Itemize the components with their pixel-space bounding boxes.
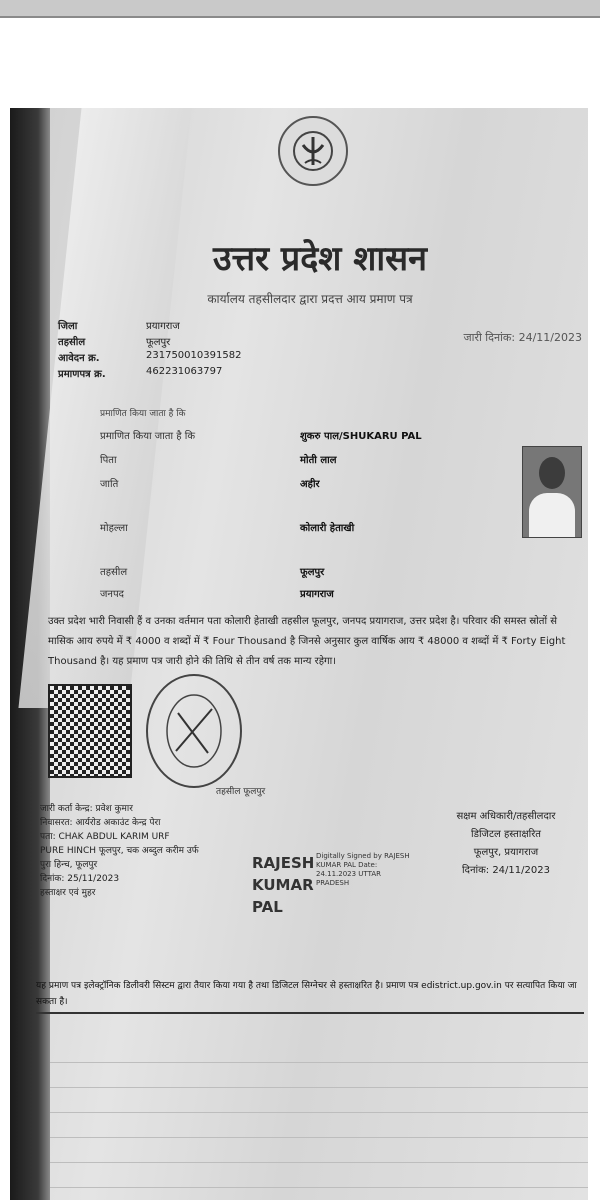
meta-row — [58, 318, 180, 332]
authority-line: फूलपुर, प्रयागराज — [473, 847, 539, 858]
meta-label: प्रमाणपत्र क्र. — [58, 369, 106, 380]
meta-value: प्रयागराज — [146, 321, 180, 332]
document-subtitle: कार्यालय तहसीलदार द्वारा प्रदत्त आय प्रमाण पत्र — [207, 292, 413, 306]
signer-name — [252, 852, 314, 918]
field-label: जाति — [100, 479, 119, 490]
address-line: पता: CHAK ABDUL KARIM URF — [40, 832, 170, 842]
field-value: प्रयागराज — [300, 589, 334, 600]
intro-text: प्रमाणित किया जाता है कि — [100, 409, 186, 419]
field-row — [100, 520, 354, 534]
address-line: जारी कर्ता केन्द्र: प्रवेश कुमार — [40, 804, 133, 814]
up-government-emblem-icon — [278, 116, 348, 186]
field-value: कोलारी हेताखी — [300, 523, 355, 534]
field-row — [100, 586, 334, 600]
ruled-lines — [50, 1038, 588, 1188]
seal-caption: तहसील फूलपुर — [216, 787, 266, 797]
meta-row — [58, 366, 222, 380]
address-line: निवासरत: आर्यरोड अकाउंट केन्द्र पेरा — [40, 818, 161, 828]
field-value: मोती लाल — [300, 455, 337, 466]
meta-row — [58, 350, 241, 364]
issuing-center-block — [40, 802, 240, 900]
meta-label: जिला — [58, 321, 78, 332]
meta-value: 462231063797 — [146, 366, 223, 377]
document-title: उत्तर प्रदेश शासन — [212, 239, 427, 279]
verification-footer: यह प्रमाण पत्र इलेक्ट्रॉनिक डिलीवरी सिस्टम द्वारा तैयार किया गया है तथा डिजिटल सिग्नेचर से हस्ताक्षरित है। प्रमाण पत्र edistrict.up.gov.in पर सत्यापित किया जा सकता है। — [36, 978, 584, 1014]
meta-value: फूलपुर — [146, 337, 171, 348]
scanner-top-strip — [0, 0, 600, 18]
address-line: दिनांक: 25/11/2023 — [40, 874, 120, 884]
signer-name-line: KUMAR — [252, 876, 314, 894]
qr-code-icon — [48, 684, 132, 778]
certificate-paragraph: उक्त प्रदेश भारी निवासी हैं व उनका वर्तमान पता कोलारी हेताखी तहसील फूलपुर, जनपद प्रयागराज, उत्तर प्रदेश है। परिवार की समस्त स्रोतों से मासिक आय रुपये में ₹ 4000 व शब्दों में ₹ Four Thousand है जिनसे अनुसार कुल वार्षिक आय ₹ 48000 व शब्दों में ₹ Forty Eight Thousand है। यह प्रमाण पत्र जारी होने की तिथि से तीन वर्ष तक मान्य रहेगा। — [48, 616, 566, 667]
meta-value: 231750010391582 — [146, 350, 242, 361]
address-line: पुरा हिन्च, फूलपुर — [40, 860, 98, 870]
field-label: जनपद — [100, 589, 124, 600]
tehsil-seal-icon — [146, 674, 242, 788]
authority-line: दिनांक: 24/11/2023 — [462, 865, 550, 876]
authority-line: सक्षम अधिकारी/तहसीलदार — [456, 811, 556, 822]
field-row — [100, 428, 422, 442]
authority-block — [436, 808, 576, 880]
address-line: हस्ताक्षर एवं मुहर — [40, 888, 96, 898]
photo-head — [539, 457, 565, 489]
digital-signature-stamp: Digitally Signed by RAJESH KUMAR PAL Date: 24.11.2023 UTTAR PRADESH — [316, 852, 410, 887]
meta-label: आवेदन क्र. — [58, 353, 100, 364]
field-row — [100, 476, 320, 490]
field-value: फूलपुर — [300, 567, 325, 578]
scanned-certificate — [10, 108, 588, 1200]
field-label: तहसील — [100, 567, 128, 578]
authority-line: डिजिटल हस्ताक्षरित — [471, 829, 541, 840]
applicant-photo — [522, 446, 582, 538]
field-label: प्रमाणित किया जाता है कि — [100, 431, 196, 442]
issue-date: जारी दिनांक: 24/11/2023 — [463, 331, 582, 344]
photo-shirt — [529, 493, 575, 537]
signer-name-line: PAL — [252, 898, 283, 916]
field-label: पिता — [100, 455, 117, 466]
meta-label: तहसील — [58, 337, 86, 348]
field-value: अहीर — [300, 479, 320, 490]
address-line: PURE HINCH फूलपुर, चक अब्दुल करीम उर्फ — [40, 846, 199, 856]
field-label: मोहल्ला — [100, 523, 128, 534]
field-value: शुकरु पाल/SHUKARU PAL — [300, 431, 422, 442]
field-row — [100, 452, 337, 466]
signer-name-line: RAJESH — [252, 854, 315, 872]
field-row — [100, 564, 324, 578]
meta-row — [58, 334, 170, 348]
